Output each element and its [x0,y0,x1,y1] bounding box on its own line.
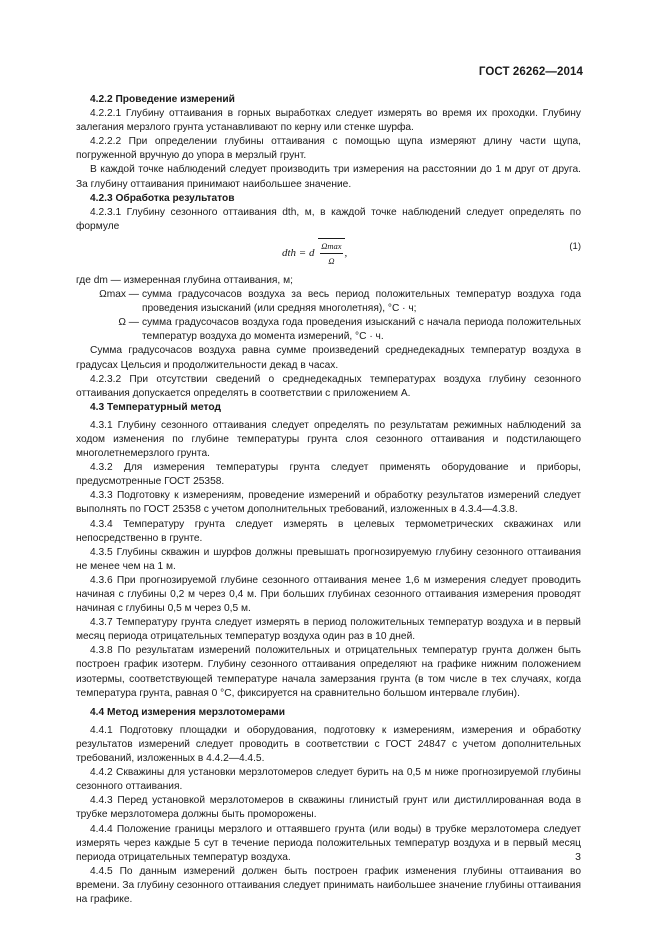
formula-denominator: Ω [328,256,335,267]
formula-lhs: dth = d [282,247,315,260]
definition-symbol: Ωmax — [99,289,139,301]
definition-omega-max [76,288,581,316]
paragraph-4-3-6: 4.3.6 При прогнозируемой глубине сезонного оттаивания менее 1,6 м измерения следует проводить начиная с глубины 0,2 м через 0,4 м. При больших глубинах сезонного оттаивания измерения проводят начиная с глубины 0,5 м через 0,5 м. [76,574,581,615]
paragraph-4-2-2-1: 4.2.2.1 Глубину оттаивания в горных выработках следует измерять во время их проходки. Глубину залегания мерзлого грунта устанавливают по керну или стенке шурфа. [76,108,581,134]
paragraph-4-3-7: 4.3.7 Температуру грунта следует измерять в период положительных температур воздуха и в первый месяц периода отрицательных температур воздуха один раз в 10 дней. [76,617,581,643]
paragraph-4-3-1: 4.3.1 Глубину сезонного оттаивания следует определять по результатам режимных наблюдений за ходом изменения по глубине температуры грунта слоя сезонного оттаивания и подстилающего многолетнемерзлого грунта. [76,419,581,460]
paragraph-4-4-3: 4.4.3 Перед установкой мерзлотомеров в скважины глинистый грунт или дистиллированная вода в трубке мерзлотомера должны быть проморожены. [76,795,581,821]
definition-omega [76,316,581,344]
section-heading-4-3: 4.3 Температурный метод [90,401,221,413]
paragraph-4-4-1: 4.4.1 Подготовку площадки и оборудования, подготовку к измерениям, измерения и обработку результатов измерений следует проводить в соответствии с ГОСТ 24847 с учетом дополнительных требований, изложенных в 4.4.2—4.4.5. [76,724,581,765]
paragraph-4-4-4: 4.4.4 Положение границы мерзлого и оттаявшего грунта (или воды) в трубке мерзлотомера следует измерять через каждые 5 сут в течение периода положительных температур воздуха и в первый месяц периода отрицательных температур воздуха. [76,823,581,863]
paragraph-4-3-3: 4.3.3 Подготовку к измерениям, проведение измерений и обработку результатов измерений следует выполнять по ГОСТ 25358 с учетом дополнительных требований, изложенных в 4.3.4—4.3.8. [76,490,581,516]
paragraph-degree-hours: Сумма градусочасов воздуха равна сумме произведений среднедекадных температур воздуха в градусах Цельсия и продолжительности декад в часах. [76,345,581,371]
paragraph-4-4-2: 4.4.2 Скважины для установки мерзлотомеров следует бурить на 0,5 м ниже прогнозируемой глубины сезонного оттаивания. [76,767,581,793]
paragraph-4-2-2-2: 4.2.2.2 При определении глубины оттаивания с помощью щупа измеряют длину части щупа, погруженной вручную до упора в мерзлый грунт. [76,136,581,162]
formula-sqrt [318,238,344,268]
paragraph-4-2-3-1: 4.2.3.1 Глубину сезонного оттаивания dth, м, в каждой точке наблюдений следует определять по формуле [76,206,581,232]
section-heading-4-4: 4.4 Метод измерения мерзлотомерами [90,706,285,718]
document-header: ГОСТ 26262—2014 [478,66,583,78]
formula-definitions [76,274,581,344]
paragraph-4-3-2: 4.3.2 Для измерения температуры грунта следует применять оборудование и приборы, предусмотренные ГОСТ 25358. [76,462,581,488]
formula-row [76,236,581,270]
page-number: 3 [575,851,581,863]
document-body [76,93,581,907]
paragraph-4-4-5: 4.4.5 По данным измерений должен быть построен график изменения глубины оттаивания во времени. За глубину сезонного оттаивания следует принимать наибольшее значение глубины оттаивания на графике. [76,865,581,905]
paragraph-4-3-4: 4.3.4 Температуру грунта следует измерять в целевых термометрических скважинах или непосредственно в грунте. [76,518,581,544]
definition-text: сумма градусочасов воздуха за весь период положительных температур воздуха года проведения изысканий (или средняя многолетняя), °С · ч; [142,289,581,315]
paragraph-measurement-rule: В каждой точке наблюдений следует производить три измерения на расстоянии до 1 м друг от друга. За глубину оттаивания принимают наибольшее значение. [76,164,581,190]
formula-numerator: Ωmax [320,239,342,254]
section-heading-4-2-2: 4.2.2 Проведение измерений [90,94,235,105]
definition-text: сумма градусочасов воздуха года проведения изысканий с начала периода положительных температур воздуха до момента измерений, °С · ч. [142,317,581,343]
section-heading-4-2-3: 4.2.3 Обработка результатов [90,192,235,204]
formula-tail: , [344,247,348,260]
definition-dm: где dm — измеренная глубина оттаивания, м; [76,274,293,286]
formula-fraction [320,239,342,268]
definition-symbol: Ω — [118,317,139,329]
paragraph-4-3-5: 4.3.5 Глубины скважин и шурфов должны превышать прогнозируемую глубину сезонного оттаивания не менее чем на 1 м. [76,546,581,572]
equation-number: (1) [569,240,581,252]
formula [282,238,347,268]
paragraph-4-2-3-2: 4.2.3.2 При отсутствии сведений о среднедекадных температурах воздуха глубину сезонного оттаивания допускается определять в соответствии с приложением А. [76,373,581,399]
paragraph-4-3-8: 4.3.8 По результатам измерений положительных и отрицательных температур грунта должен быть построен график изотерм. Глубину сезонного оттаивания определяют на графике нижним положением изотермы, соответствующей температуре начала замерзания грунта (в том числе в тех случаях, когда температура грунта, равная 0 °С, фиксируется на сравнительно большом интервале глубин). [76,645,581,699]
